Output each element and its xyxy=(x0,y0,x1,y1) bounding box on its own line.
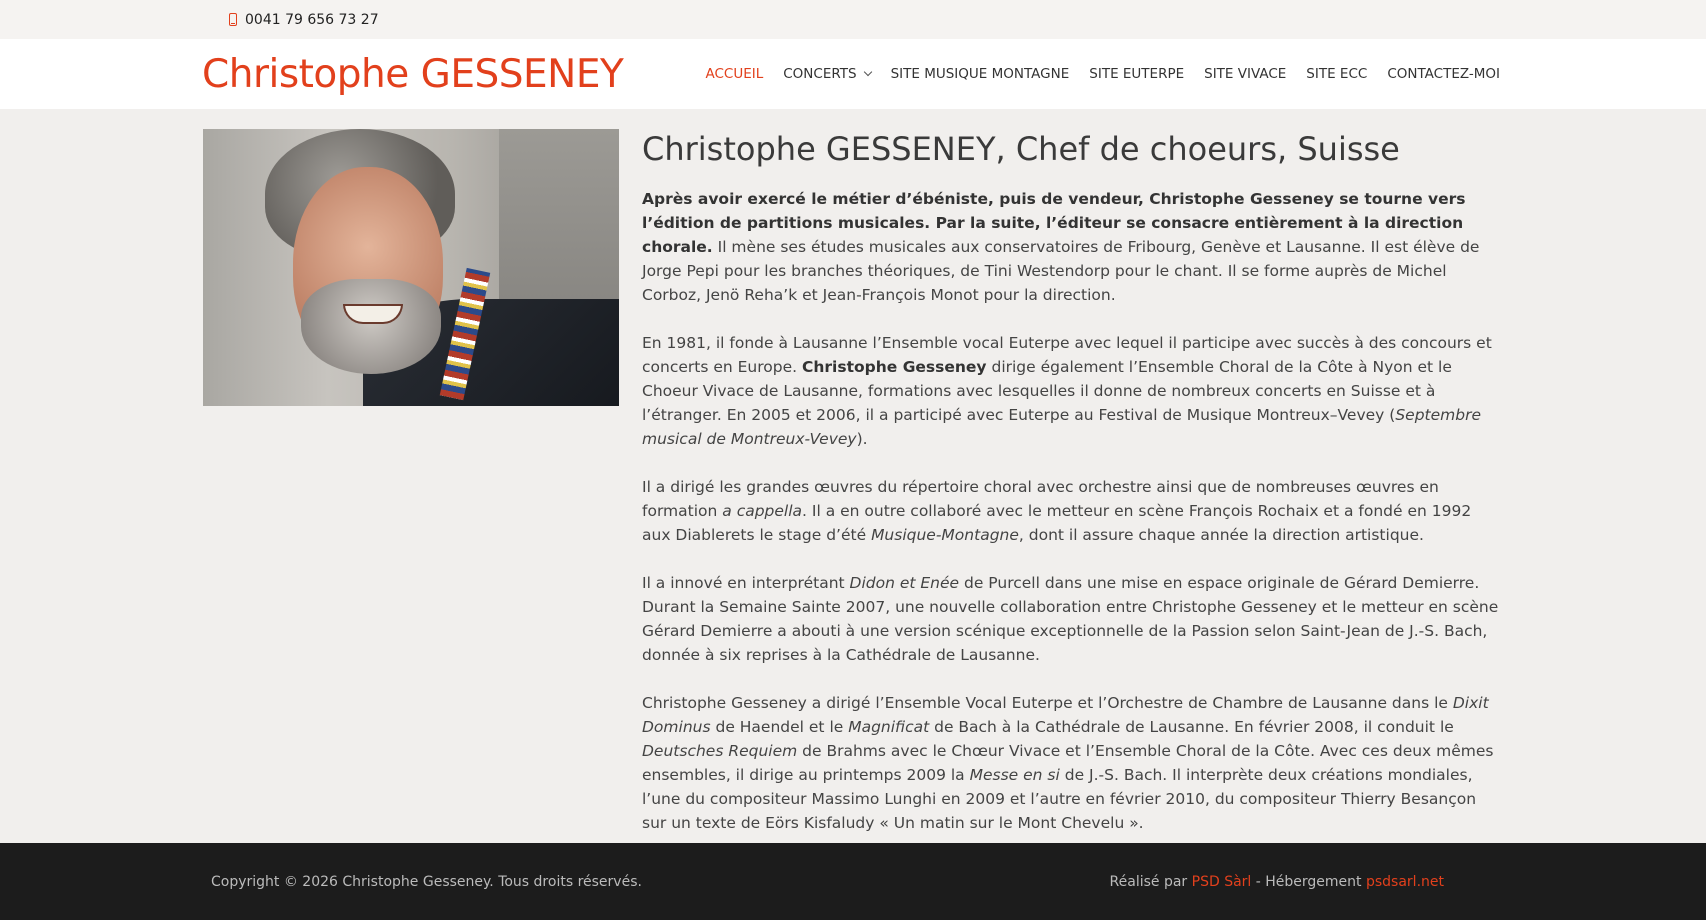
chevron-down-icon xyxy=(863,68,871,76)
main-content xyxy=(0,109,1706,843)
site-footer xyxy=(0,843,1706,920)
nav-item-contactez-moi[interactable]: CONTACTEZ-MOI xyxy=(1387,66,1500,82)
topbar xyxy=(0,0,1706,39)
bio-paragraph-2: En 1981, il fonde à Lausanne l’Ensemble vocal Euterpe avec lequel il participe avec succès à des concours et concerts en Europe. Christophe Gesseney dirige également l’Ensemble Choral de la Côte à Nyon et le Choeur Vivace de Lausanne, formations avec lesquelles il donne de nombreux concerts en Suisse et à l’étranger. En 2005 et 2006, il a participé avec Euterpe au Festival de Musique Montreux–Vevey (Septembre musical de Montreux-Vevey). xyxy=(642,334,1492,448)
nav-item-site-vivace[interactable]: SITE VIVACE xyxy=(1204,66,1287,82)
portrait-photo xyxy=(203,129,619,406)
copyright-text: Copyright © 2026 Christophe Gesseney. Tous droits réservés. xyxy=(211,873,642,890)
psd-sarl-link[interactable]: PSD Sàrl xyxy=(1191,873,1252,890)
main-nav xyxy=(685,66,1500,82)
phone-icon xyxy=(229,13,237,26)
nav-item-site-ecc[interactable]: SITE ECC xyxy=(1306,66,1368,82)
nav-item-site-euterpe[interactable]: SITE EUTERPE xyxy=(1089,66,1185,82)
site-brand[interactable]: Christophe GESSENEY xyxy=(202,51,624,97)
nav-item-accueil[interactable]: ACCUEIL xyxy=(705,66,764,82)
nav-item-site-musique-montagne[interactable]: SITE MUSIQUE MONTAGNE xyxy=(890,66,1070,82)
bio-paragraph-3: Il a dirigé les grandes œuvres du répertoire choral avec orchestre ainsi que de nombreuses œuvres en formation a cappella. Il a en outre collaboré avec le metteur en scène François Rochaix et a fondé en 1992 aux Diablerets le stage d’été Musique-Montagne, dont il assure chaque année la direction artistique. xyxy=(642,478,1472,544)
psdsarl-net-link[interactable]: psdsarl.net xyxy=(1365,873,1444,890)
site-header xyxy=(0,39,1706,109)
bio-paragraph-4: Il a innové en interprétant Didon et Enée de Purcell dans une mise en espace originale de Gérard Demierre. Durant la Semaine Sainte 2007, une nouvelle collaboration entre Christophe Gesseney et le metteur en scène Gérard Demierre a abouti à une version scénique exceptionnelle de la Passion selon Saint-Jean de J.-S. Bach, donnée à six reprises à la Cathédrale de Lausanne. xyxy=(642,574,1499,664)
nav-item-concerts[interactable]: CONCERTS xyxy=(783,66,870,82)
credits: Réalisé par PSD Sàrl - Hébergement psdsarl.net xyxy=(1109,873,1444,890)
bio-paragraph-5: Christophe Gesseney a dirigé l’Ensemble Vocal Euterpe et l’Orchestre de Chambre de Lausanne dans le Dixit Dominus de Haendel et le Magnificat de Bach à la Cathédrale de Lausanne. En février 2008, il conduit le Deutsches Requiem de Brahms avec le Chœur Vivace et l’Ensemble Choral de la Côte. Avec ces deux mêmes ensembles, il dirige au printemps 2009 la Messe en si de J.-S. Bach. Il interprète deux créations mondiales, l’une du compositeur Massimo Lunghi en 2009 et l’autre en février 2010, du compositeur Thierry Besançon sur un texte de Eörs Kisfaludy « Un matin sur le Mont Chevelu ». xyxy=(642,694,1494,832)
biography-article xyxy=(642,129,1502,843)
phone-number[interactable]: 0041 79 656 73 27 xyxy=(245,11,379,28)
bio-paragraph-1: Après avoir exercé le métier d’ébéniste, puis de vendeur, Christophe Gesseney se tourne vers l’édition de partitions musicales. Par la suite, l’éditeur se consacre entièrement à la direction chorale. Il mène ses études musicales aux conservatoires de Fribourg, Genève et Lausanne. Il est élève de Jorge Pepi pour les branches théoriques, de Tini Westendorp pour le chant. Il se forme auprès de Michel Corboz, Jenö Reha’k et Jean-François Monot pour la direction. xyxy=(642,190,1480,304)
page-title: Christophe GESSENEY, Chef de choeurs, Suisse xyxy=(642,130,1400,168)
